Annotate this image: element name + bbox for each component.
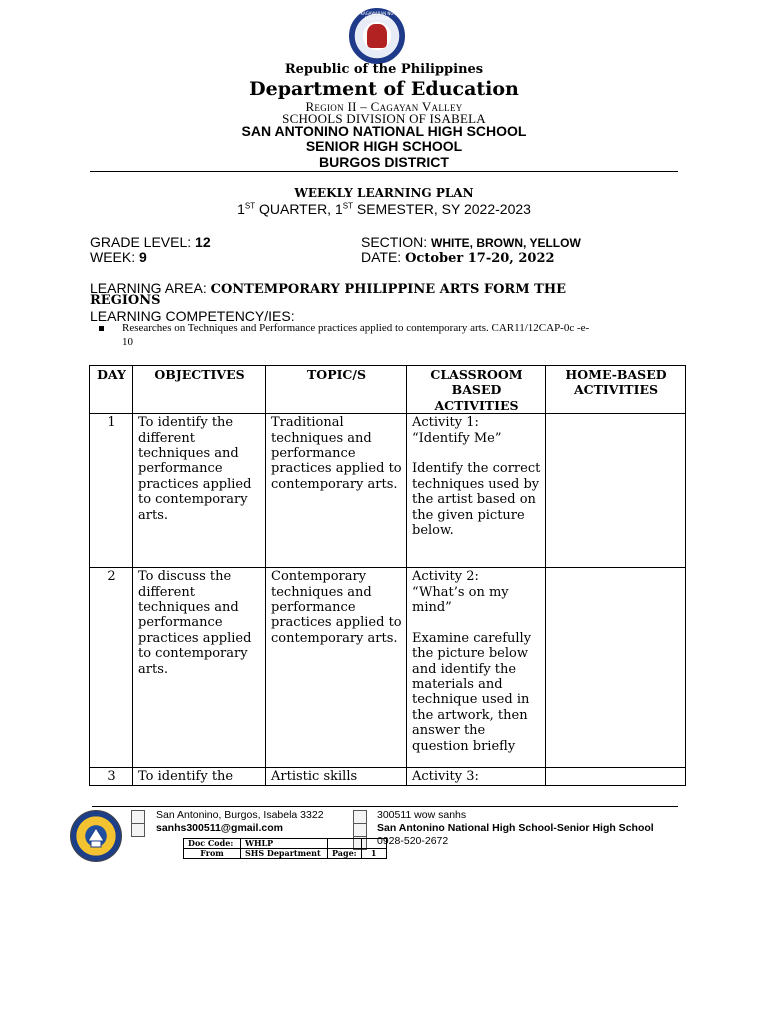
quarter-suffix: ST <box>244 201 256 211</box>
quarter-text: QUARTER, 1 <box>255 201 343 217</box>
day-cell: 3 <box>90 768 133 785</box>
region-line: Region II – Cagayan Valley <box>305 99 463 114</box>
page-value: 1 <box>361 849 386 859</box>
school-name: SAN ANTONINO NATIONAL HIGH SCHOOL <box>241 123 527 139</box>
school-district: BURGOS DISTRICT <box>319 154 449 170</box>
table-row <box>90 414 686 568</box>
learning-area: LEARNING AREA: CONTEMPORARY PHILIPPINE ARTS FORM THE <box>90 280 567 297</box>
home-cell <box>546 568 686 768</box>
semester-suffix: ST <box>342 201 353 211</box>
topics-cell: Contemporary techniques and performance practices applied to contemporary arts. <box>266 568 407 768</box>
location-icon <box>131 810 145 824</box>
competency-item: Researches on Techniques and Performance practices applied to contemporary arts. CAR11/12CAP-0c -e- <box>122 322 590 334</box>
doc-code-label: Doc Code: <box>184 839 241 849</box>
classroom-cell: Activity 1: “Identify Me” Identify the correct techniques used by the artist based on the given picture below. <box>407 414 546 568</box>
topics-cell: Artistic skills <box>266 768 407 785</box>
school-logo <box>70 810 122 862</box>
quarter-semester <box>0 201 768 217</box>
table-header-row <box>90 366 686 414</box>
footer-address: San Antonino, Burgos, Isabela 3322 <box>156 809 324 821</box>
header-topics: TOPIC/S <box>266 366 407 414</box>
classroom-cell: Activity 2: “What’s on my mind” Examine carefully the picture below and identify the materials and technique used in the artwork, then answer the question briefly <box>407 568 546 768</box>
facebook-icon <box>353 823 367 837</box>
from-value: SHS Department <box>241 849 328 859</box>
section: SECTION: WHITE, BROWN, YELLOW <box>361 234 581 250</box>
quarter-number: 1 <box>237 201 245 217</box>
table-row <box>90 568 686 768</box>
seal-text: KAGAWARAN NG EDUKASYON <box>360 11 394 21</box>
home-cell <box>546 768 686 785</box>
email-icon <box>131 823 145 837</box>
division-line: SCHOOLS DIVISION OF ISABELA <box>282 111 486 126</box>
department-line: Department of Education <box>249 78 519 100</box>
table-row <box>90 768 686 785</box>
objectives-cell: To discuss the different techniques and performance practices applied to contemporary arts. <box>133 568 266 768</box>
school-level: SENIOR HIGH SCHOOL <box>305 138 463 154</box>
learning-area-cont: REGIONS <box>90 293 161 308</box>
doc-code-table <box>183 838 387 859</box>
topics-cell: Traditional techniques and performance practices applied to contemporary arts. <box>266 414 407 568</box>
home-cell <box>546 414 686 568</box>
republic-line: Republic of the Philippines <box>284 62 484 77</box>
date: DATE: October 17-20, 2022 <box>361 249 555 266</box>
objectives-cell: To identify the <box>133 768 266 785</box>
deped-seal <box>349 8 405 64</box>
day-cell: 1 <box>90 414 133 568</box>
learning-plan-table <box>89 365 686 786</box>
bullet-icon <box>99 326 104 331</box>
week: WEEK: 9 <box>90 249 147 265</box>
objectives-cell: To identify the different techniques and performance practices applied to contemporary arts. <box>133 414 266 568</box>
page-label: Page: <box>328 849 362 859</box>
header-objectives: OBJECTIVES <box>133 366 266 414</box>
header-classroom: CLASSROOM BASED ACTIVITIES <box>407 366 546 414</box>
header-home: HOME-BASED ACTIVITIES <box>546 366 686 414</box>
school-id-icon <box>353 810 367 824</box>
plan-title: WEEKLY LEARNING PLAN <box>294 186 474 200</box>
footer-divider <box>92 806 678 807</box>
doc-code-value: WHLP <box>241 839 328 849</box>
footer-phone: 0928-520-2672 <box>377 835 449 847</box>
competency-label: LEARNING COMPETENCY/IES: <box>90 308 295 324</box>
from-label: From <box>184 849 241 859</box>
header-day: DAY <box>90 366 133 414</box>
school-logo-emblem <box>71 811 121 861</box>
semester-text: SEMESTER, SY 2022-2023 <box>352 201 531 217</box>
footer-email: sanhs300511@gmail.com <box>156 822 283 834</box>
competency-item-cont: 10 <box>122 336 133 348</box>
footer-school-id: 300511 wow sanhs <box>377 809 467 821</box>
header-divider <box>90 171 678 172</box>
classroom-cell: Activity 3: <box>407 768 546 785</box>
day-cell: 2 <box>90 568 133 768</box>
footer-facebook: San Antonino National High School-Senior High School <box>377 822 654 834</box>
seal-emblem-icon <box>367 24 387 48</box>
grade-level: GRADE LEVEL: 12 <box>90 234 211 250</box>
